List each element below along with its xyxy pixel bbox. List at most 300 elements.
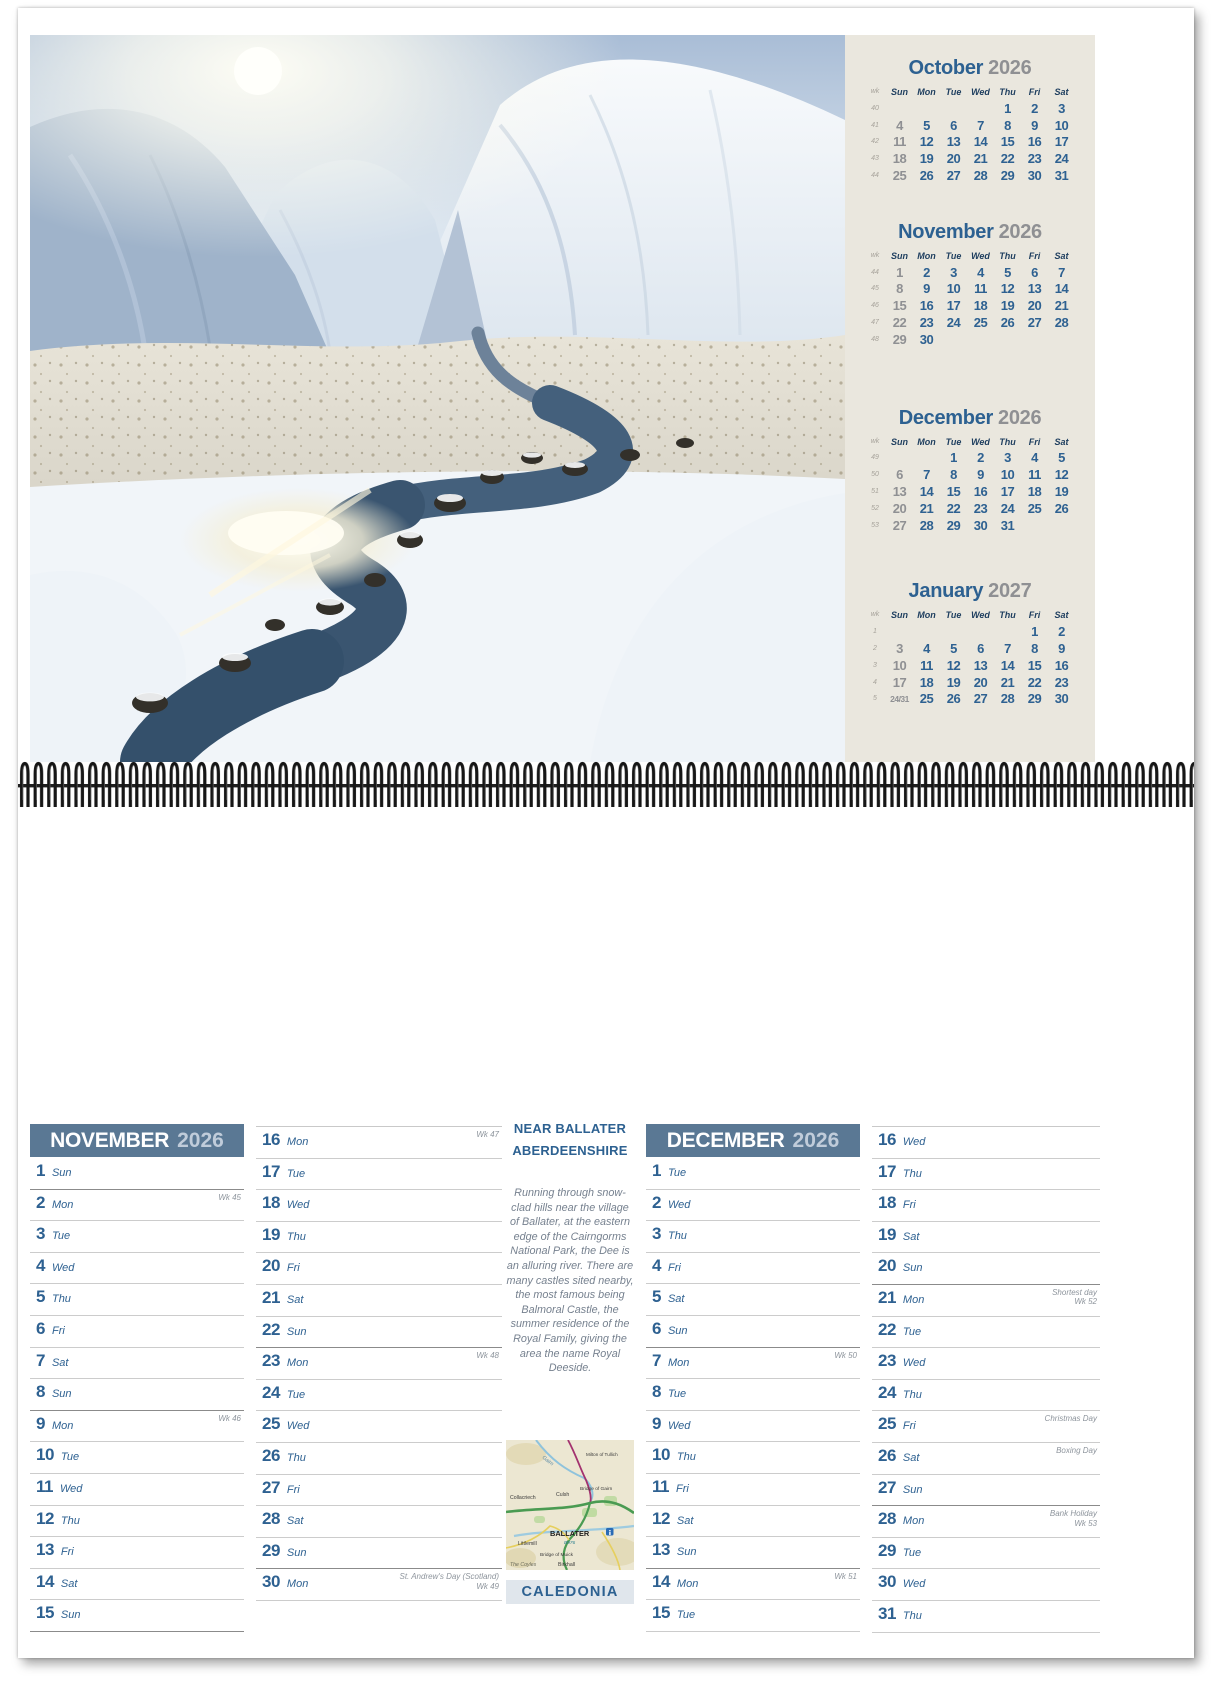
mini-day-cell: 12 [1000,281,1015,297]
mini-day-cell: 31 [1000,517,1015,533]
mini-day-cell: 21 [1054,298,1069,314]
week-number: 53 [871,521,879,529]
mini-day-cell: 10 [946,281,961,297]
mini-day-cell: 9 [1058,640,1065,656]
mini-dow-label: Thu [999,250,1016,261]
mini-day-cell: 19 [946,674,961,690]
mini-day-cell [967,624,994,641]
planner-day-row [30,1158,244,1190]
mini-day-cell: 6 [896,467,903,483]
planner-day-row [30,1379,244,1411]
day-number: 24 [878,1382,896,1402]
planner-day-row [646,1600,860,1632]
brand-caledonia: CALEDONIA [506,1580,634,1604]
mini-day-cell: 16 [973,483,988,499]
map-label-town: BALLATER [550,1529,590,1538]
mini-day-cell: 27 [946,167,961,183]
month-banner [30,1124,244,1157]
day-number: 30 [878,1572,896,1592]
day-notes: Wk 47 [476,1130,499,1139]
mini-dow-label: Tue [945,610,962,621]
mini-calendar-january [864,580,1076,708]
day-notes: Wk 45 [218,1192,241,1202]
week-number: 45 [871,285,879,293]
planner-day-row [256,1348,502,1380]
day-number: 4 [652,1255,661,1275]
day-notes: Wk 50 [834,1350,857,1360]
planner-day-row [872,1411,1100,1443]
week-number-header: wk [870,251,880,259]
planner-day-row [646,1316,860,1348]
planner-column [256,1126,502,1601]
day-number: 14 [36,1571,54,1591]
planner-day-row [872,1475,1100,1507]
day-number: 28 [878,1509,896,1529]
day-notes: Bank Holiday Wk 53 [1049,1509,1097,1528]
mini-day-cell: 24/31 [890,694,909,705]
mini-day-cell: 22 [1027,674,1042,690]
day-number: 14 [652,1571,670,1591]
planner-day-row [30,1600,244,1632]
day-name: Wed [902,1136,926,1148]
week-number: 44 [871,171,879,179]
planner-day-row [872,1159,1100,1191]
day-number: 23 [878,1351,896,1371]
day-number: 1 [652,1161,661,1180]
day-name: Thu [676,1451,696,1464]
planner-day-row [872,1253,1100,1285]
day-number: 26 [262,1445,280,1465]
mini-day-cell [967,332,994,349]
day-name: Sat [286,1515,304,1528]
day-number: 24 [262,1382,280,1402]
mini-day-cell: 24 [1054,151,1069,167]
mini-day-cell [913,624,940,641]
day-name: Thu [902,1609,922,1622]
mini-day-cell [967,101,994,118]
planner-day-row [872,1190,1100,1222]
week-number-header: wk [870,437,880,445]
planner-day-row [30,1284,244,1316]
day-name: Mon [676,1577,699,1590]
mini-day-cell: 4 [1031,450,1038,466]
map-label: Bridge of Gairn [580,1487,613,1492]
day-name: Mon [667,1356,690,1369]
week-number: 50 [871,471,879,479]
day-number: 29 [878,1540,896,1560]
day-name: Tue [286,1167,306,1180]
day-name: Sun [676,1546,697,1559]
day-name: Fri [286,1262,300,1275]
mini-year-label: 2026 [998,220,1042,243]
mini-day-cell: 16 [1027,134,1042,150]
day-number: 29 [262,1540,280,1560]
mini-day-cell: 20 [892,500,907,516]
mini-day-cell: 5 [1058,450,1065,466]
mini-dow-label: Tue [945,250,962,261]
planner-day-row [872,1538,1100,1570]
mini-day-cell: 15 [892,298,907,314]
day-name: Thu [667,1230,687,1243]
day-name: Sat [60,1577,78,1590]
location-subtitle: ABERDEENSHIRE [512,1143,628,1158]
planner-day-row [872,1380,1100,1412]
mini-day-cell: 19 [919,151,934,167]
day-notes: Wk 51 [834,1571,857,1581]
mini-calendar-title [864,57,1076,80]
planner-day-row [646,1442,860,1474]
day-name: Tue [286,1388,306,1401]
day-name: Thu [902,1388,922,1401]
day-number: 22 [878,1319,896,1339]
day-name: Tue [902,1546,922,1559]
day-name: Wed [286,1420,310,1433]
mini-dow-label: Tue [945,87,962,97]
mini-day-cell: 3 [1004,450,1011,466]
mini-day-cell: 6 [950,117,957,133]
mini-day-cell: 15 [1027,657,1042,673]
mini-day-cell: 6 [977,640,984,656]
mini-day-cell: 11 [974,281,987,297]
mini-day-cell: 1 [950,450,957,466]
mini-day-cell: 9 [923,281,930,297]
mini-day-cell [940,332,967,349]
mini-day-cell: 22 [892,314,907,330]
mini-day-cell: 1 [896,264,903,280]
mini-dow-label: Mon [917,87,936,97]
mini-day-cell: 9 [1031,117,1038,133]
mini-day-cell: 11 [893,134,906,150]
mini-day-cell: 30 [919,331,934,347]
day-number: 8 [652,1382,661,1402]
day-name: Fri [902,1420,916,1433]
mini-month-label: October [908,57,984,79]
mini-dow-label: Fri [1028,87,1041,97]
week-number: 4 [873,678,877,686]
mini-day-cell: 2 [977,450,984,466]
day-number: 6 [652,1318,661,1338]
mini-dow-label: Mon [917,610,936,621]
mini-day-cell: 12 [1054,467,1069,483]
day-number: 20 [262,1256,280,1276]
mini-day-cell [1048,332,1075,349]
planner-day-row [872,1443,1100,1475]
planner-day-row [646,1158,860,1190]
banner-year-label: 2026 [792,1128,840,1152]
mini-calendar-november [864,221,1076,349]
week-number: 1 [873,628,877,636]
planner-column [872,1126,1100,1633]
day-name: Tue [60,1451,80,1464]
mini-day-cell: 27 [973,691,988,707]
mini-dow-label: Wed [971,610,990,621]
mini-day-cell: 26 [1000,314,1015,330]
mini-day-cell: 17 [1000,483,1015,499]
week-number: 5 [873,695,877,703]
mini-dow-label: Fri [1028,436,1041,447]
mini-day-cell [913,101,940,118]
day-number: 1 [36,1161,45,1180]
planner-day-row [872,1222,1100,1254]
map-label-river: Gairn [540,1454,555,1468]
day-name: Mon [286,1136,309,1148]
mini-day-cell: 12 [919,134,934,150]
week-number: 44 [871,268,879,276]
week-number: 48 [871,335,879,343]
planner-day-row [30,1442,244,1474]
week-number: 49 [871,454,879,462]
description-block [506,1118,634,1376]
mini-day-cell: 6 [1031,264,1038,280]
day-number: 11 [652,1476,669,1496]
day-name: Sat [286,1293,304,1306]
mini-day-cell: 1 [1004,100,1011,116]
planner-day-row [646,1569,860,1601]
day-name: Mon [902,1293,925,1306]
mini-dow-label: Sun [891,87,908,97]
mini-day-cell: 30 [973,517,988,533]
mini-day-cell: 17 [892,674,907,690]
mini-dow-label: Sun [891,250,908,261]
planner-day-row [872,1506,1100,1538]
planner-day-row [256,1380,502,1412]
day-number: 28 [262,1509,280,1529]
map-art [506,1440,634,1570]
day-name: Sun [51,1388,72,1401]
mini-day-cell: 11 [1028,467,1041,483]
planner-day-row [256,1222,502,1254]
day-name: Sat [902,1230,920,1243]
mini-day-cell [1021,518,1048,535]
planner-day-row [872,1569,1100,1601]
mini-day-cell: 7 [1004,640,1011,656]
planner-day-row [646,1506,860,1538]
mini-day-cell [994,624,1021,641]
day-notes: Christmas Day [1044,1414,1097,1424]
day-name: Sun [286,1325,307,1338]
planner-day-row [256,1475,502,1507]
day-name: Thu [902,1167,922,1180]
mini-calendar-panel [845,35,1095,762]
banner-year-label: 2026 [177,1128,224,1152]
planner-day-row [646,1253,860,1285]
mini-calendar-title [864,580,1076,603]
map-label: Littlemill [518,1541,537,1547]
day-name: Tue [667,1167,687,1179]
mini-year-label: 2026 [998,406,1042,429]
mini-calendar-october [864,57,1076,185]
mini-day-cell: 4 [896,117,903,133]
mini-day-cell: 13 [946,134,961,150]
photo-art [30,35,845,762]
day-name: Mon [286,1578,309,1591]
day-name: Sat [676,1514,694,1527]
planner-day-row [872,1285,1100,1317]
mini-day-cell: 5 [1004,264,1011,280]
week-number: 2 [873,644,877,652]
planner-day-row [646,1284,860,1316]
mini-calendar-grid [864,607,1076,708]
map-label: Milton of Tullich [586,1452,618,1457]
landscape-photo [30,35,845,762]
mini-day-cell: 3 [896,640,903,656]
day-name: Wed [51,1261,75,1274]
day-number: 17 [262,1161,280,1181]
day-number: 31 [878,1603,896,1623]
planner-day-row [872,1317,1100,1349]
mini-day-cell: 8 [950,467,957,483]
day-name: Tue [902,1325,922,1338]
mini-dow-label: Sat [1054,610,1069,621]
planner-day-row [256,1159,502,1191]
day-name: Sat [667,1293,685,1306]
week-number: 46 [871,302,879,310]
mini-day-cell: 27 [1027,314,1042,330]
mini-day-cell: 3 [950,264,957,280]
planner-day-row [646,1190,860,1222]
mini-day-cell: 17 [946,298,961,314]
mini-day-cell: 5 [923,117,930,133]
planner-day-row [30,1348,244,1380]
planner-day-row [872,1127,1100,1159]
mini-day-cell: 13 [1027,281,1042,297]
mini-day-cell [886,101,913,118]
day-name: Wed [902,1578,926,1591]
calendar-page [18,8,1194,1658]
mini-day-cell [886,450,913,467]
day-number: 16 [262,1130,280,1149]
mini-day-cell: 8 [1004,117,1011,133]
mini-day-cell: 19 [1054,483,1069,499]
planner-day-row [256,1190,502,1222]
day-name: Wed [286,1199,310,1212]
planner-day-row [646,1379,860,1411]
mini-day-cell: 9 [977,467,984,483]
banner-month-label: NOVEMBER [50,1128,170,1152]
mini-day-cell [886,624,913,641]
map-label: Birkhall [558,1562,576,1568]
day-number: 18 [262,1193,280,1213]
planner-day-row [256,1127,502,1159]
mini-dow-label: Sat [1054,250,1069,261]
mini-day-cell [940,101,967,118]
day-number: 27 [262,1477,280,1497]
mini-dow-label: Fri [1028,250,1041,261]
day-number: 5 [652,1287,661,1307]
day-notes: Wk 48 [476,1351,499,1361]
planner-column [646,1158,860,1632]
day-number: 20 [878,1256,896,1276]
mini-dow-label: Sat [1054,87,1069,97]
mini-day-cell: 20 [1027,298,1042,314]
month-banner [646,1124,860,1157]
mini-dow-label: Wed [971,87,990,97]
planner-day-row [30,1253,244,1285]
day-number: 13 [36,1540,54,1560]
day-name: Sun [667,1324,688,1337]
planner-day-row [256,1285,502,1317]
day-name: Sun [902,1483,923,1496]
mini-day-cell: 28 [973,167,988,183]
planner-day-row [872,1348,1100,1380]
mini-day-cell [940,624,967,641]
day-number: 27 [878,1477,896,1497]
mini-day-cell: 29 [1027,691,1042,707]
planner-day-row [30,1190,244,1222]
day-number: 12 [652,1508,670,1528]
day-notes: Boxing Day [1056,1445,1097,1455]
day-number: 7 [652,1350,661,1370]
planner-day-row [256,1317,502,1349]
mini-day-cell: 25 [919,691,934,707]
planner-day-row [256,1253,502,1285]
mini-day-cell: 24 [946,314,961,330]
mini-day-cell: 10 [1000,467,1015,483]
mini-day-cell: 24 [1000,500,1015,516]
mini-day-cell: 10 [892,657,907,673]
day-number: 26 [878,1445,896,1465]
mini-day-cell: 14 [1000,657,1015,673]
day-number: 15 [652,1603,670,1623]
planner-day-row [646,1411,860,1443]
spiral-coils [18,760,1194,810]
mini-day-cell: 19 [1000,298,1015,314]
day-name: Thu [60,1514,80,1527]
mini-day-cell: 18 [919,674,934,690]
mini-dow-label: Thu [999,87,1016,97]
mini-day-cell: 18 [892,151,907,167]
day-name: Mon [902,1515,925,1528]
mini-day-cell: 26 [946,691,961,707]
mini-calendar-grid [864,248,1076,349]
week-number: 52 [871,504,879,512]
mini-day-cell: 7 [923,467,930,483]
mini-day-cell: 7 [1058,264,1065,280]
day-name: Tue [676,1609,696,1622]
day-number: 9 [36,1413,45,1433]
planner-day-row [256,1538,502,1570]
mini-day-cell: 15 [1000,134,1015,150]
day-number: 3 [652,1224,661,1244]
mini-day-cell: 14 [973,134,988,150]
day-notes: Shortest day Wk 52 [1052,1287,1097,1307]
mini-day-cell [1048,518,1075,535]
mini-day-cell: 23 [1054,674,1069,690]
mini-day-cell: 23 [919,314,934,330]
mini-calendar-title [864,407,1076,430]
mini-month-label: November [898,220,994,243]
day-number: 2 [652,1192,661,1212]
mini-month-label: January [908,580,984,603]
mini-calendar-grid [864,84,1076,185]
day-name: Wed [667,1419,691,1432]
mini-day-cell: 15 [946,483,961,499]
mini-day-cell [913,450,940,467]
mini-day-cell: 13 [973,657,988,673]
mini-day-cell [1021,332,1048,349]
day-number: 21 [262,1287,280,1307]
mini-day-cell: 23 [973,500,988,516]
mini-dow-label: Fri [1028,610,1041,621]
mini-dow-label: Sat [1054,436,1069,447]
mini-day-cell: 14 [1054,281,1069,297]
day-number: 7 [36,1350,45,1370]
day-number: 13 [652,1540,670,1560]
day-number: 9 [652,1413,661,1433]
mini-day-cell: 2 [923,264,930,280]
planner-column [30,1158,244,1632]
mini-day-cell: 30 [1027,167,1042,183]
